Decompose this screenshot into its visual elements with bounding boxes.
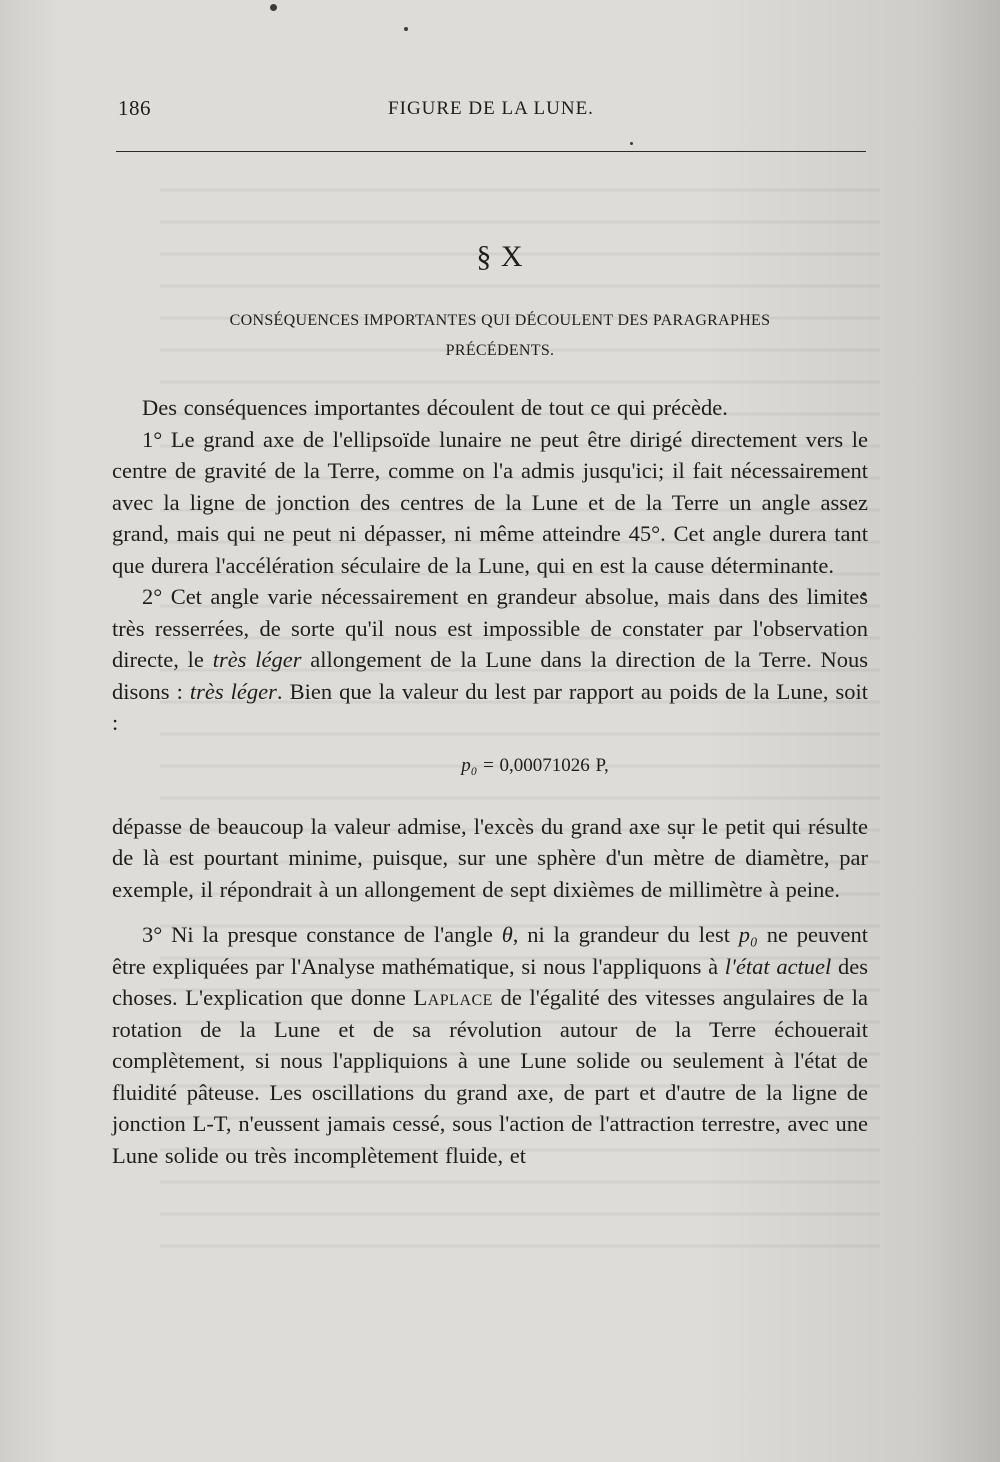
formula-variable: p₀ — [461, 754, 478, 776]
formula-expression: = 0,00071026 P, — [477, 754, 609, 776]
paragraph-3-text-b: , ni la grandeur du lest — [512, 922, 739, 947]
emphasis-etat-actuel: l'état actuel — [724, 953, 832, 979]
page-number: 186 — [118, 96, 151, 120]
page-header — [116, 92, 866, 132]
author-name-laplace: Laplace — [413, 985, 493, 1010]
emphasis-tres-leger-2: très léger — [189, 678, 277, 704]
theta-symbol: θ — [501, 922, 513, 947]
running-head: FIGURE DE LA LUNE. — [388, 98, 594, 119]
ink-speck — [404, 27, 408, 31]
section-title-line-2: PRÉCÉDENTS. — [445, 342, 555, 359]
paragraph-2-text-a: 2° Cet angle varie nécessairement en grandeur absolue, mais dans des limites très resserrées, de sorte qu'il nous est impossible de constater par l'observation directe, le — [112, 584, 868, 672]
section-title-line-1: CONSÉQUENCES IMPORTANTES QUI DÉCOULENT DES PARAGRAPHES — [229, 312, 771, 329]
body-text — [112, 392, 868, 1171]
emphasis-tres-leger-1: très léger — [212, 647, 302, 672]
paragraph-3-text-e: de l'égalité des vitesses angulaires de la rotation de la Lune et de sa révolution autour de la Terre échouerait complètement, si nous l'appliquions à une Lune solide ou seulement à l'état de fluidité pâteuse. Les oscillations du grand axe, de part et d'autre de la ligne de jonction L-T, n'eussent jamais cessé, sous l'action de l'attraction terrestre, avec une Lune solide ou très incomplètement fluide, et — [112, 985, 868, 1168]
paragraph-3 — [112, 919, 868, 1171]
header-rule — [116, 151, 866, 152]
paragraph-2-continued: dépasse de beaucoup la valeur admise, l'excès du grand axe sur le petit qui résulte de là est pourtant minime, puisque, sur une sphère d'un mètre de diamètre, par exemple, il répondrait à un allongement de sept dixièmes de millimètre à peine. — [112, 813, 868, 902]
paragraph-1: 1° Le grand axe de l'ellipsoïde lunaire ne peut être dirigé directement vers le centre de gravité de la Terre, comme on l'a admis jusqu'ici; il fait nécessairement avec la ligne de jonction des centres de la Lune et de la Terre un angle assez grand, mais qui ne peut ni dépasser, ni même atteindre 45°. Cet angle durera tant que durera l'accélération séculaire de la Lune, qui en est la cause déterminante. — [112, 426, 868, 578]
paragraph-2-text-b: allongement de la Lune dans la direction de la Terre. Nous disons : — [112, 647, 869, 704]
formula — [202, 751, 868, 781]
ink-speck — [630, 142, 633, 145]
p0-symbol: p₀ — [738, 922, 758, 947]
paragraph-intro: Des conséquences importantes découlent de tout ce qui précède. — [142, 395, 728, 420]
paragraph-3-text-c: ne peuvent être expliquées par l'Analyse mathématique, si nous l'appliquons à — [112, 922, 868, 979]
paragraph-3-text-a: 3° Ni la presque constance de l'angle — [142, 922, 502, 947]
paragraph-2-text-c: . Bien que la valeur du lest par rapport au poids de la Lune, soit : — [112, 678, 869, 735]
ink-speck — [270, 4, 277, 11]
paragraph-3-text-d: des choses. L'explication que donne — [112, 953, 869, 1010]
section-heading: § X — [476, 240, 524, 273]
section-title — [200, 306, 800, 366]
paragraph-2 — [112, 581, 868, 739]
